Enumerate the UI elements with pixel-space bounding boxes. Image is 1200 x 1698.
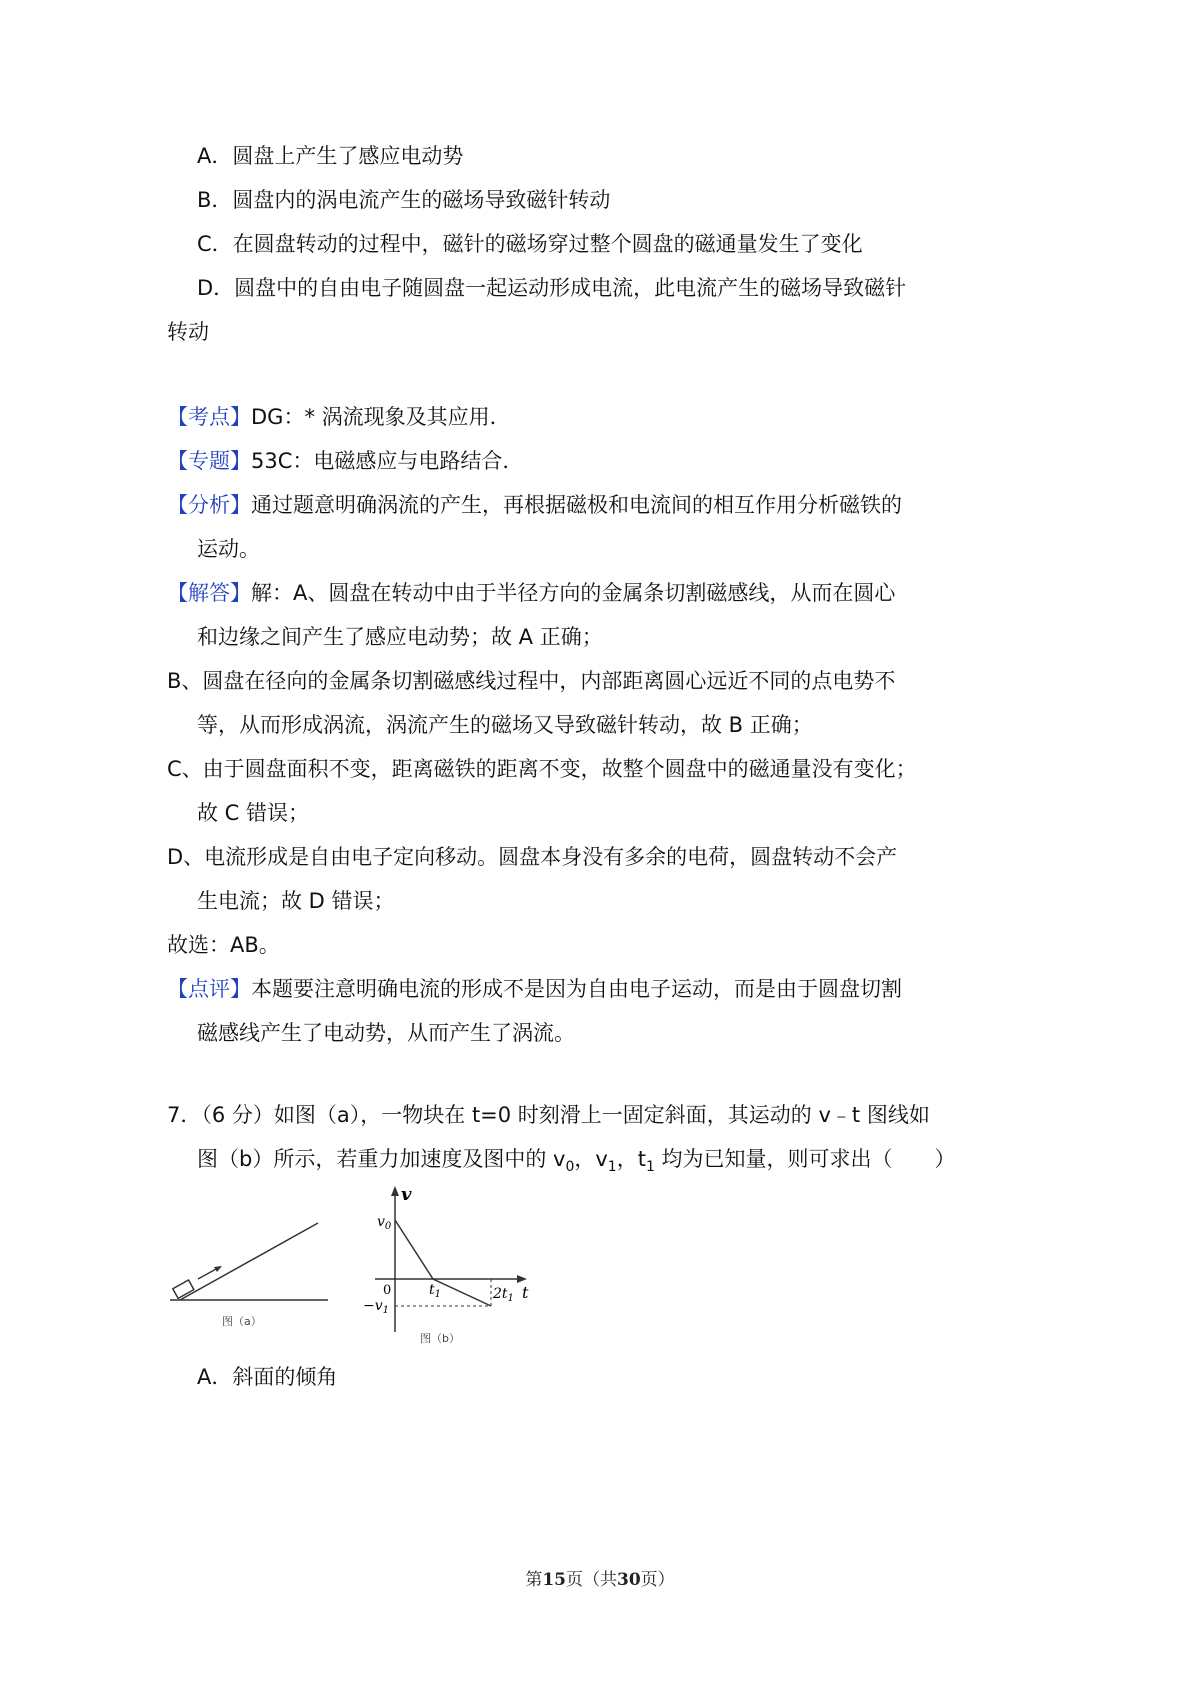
total-pages: 30 xyxy=(617,1570,641,1590)
q7-line2 xyxy=(197,1144,956,1182)
dianping-line2: 磁感线产生了电动势，从而产生了涡流。 xyxy=(197,1021,575,1045)
footer-mid: 页（共 xyxy=(566,1570,617,1590)
two-t1-label: $2t_1$ xyxy=(493,1286,514,1304)
option-b: B．圆盘内的涡电流产生的磁场导致磁针转动 xyxy=(197,188,611,212)
q7-sub-v1: 1 xyxy=(607,1159,617,1176)
jieda-line1 xyxy=(167,578,895,608)
dianping-text: 本题要注意明确电流的形成不是因为自由电子运动，而是由于圆盘切割 xyxy=(251,977,902,1001)
option-c: C．在圆盘转动的过程中，磁针的磁场穿过整个圆盘的磁通量发生了变化 xyxy=(197,232,863,256)
jieda-c-line2: 故 C 错误； xyxy=(197,801,310,825)
page-footer xyxy=(0,1565,1200,1590)
t1-label: $t_1$ xyxy=(429,1282,442,1300)
q7-text-pre: 图（b）所示，若重力加速度及图中的 v xyxy=(197,1147,566,1171)
jieda-b-line2: 等，从而形成涡流，涡流产生的磁场又导致磁针转动，故 B 正确； xyxy=(197,713,813,737)
neg-v1-label: $-v_1$ xyxy=(363,1298,390,1316)
axis-t-label: t xyxy=(522,1283,529,1302)
figure-b-label: 图（b） xyxy=(420,1332,460,1345)
fenxi-line2: 运动。 xyxy=(197,537,260,561)
jieda-d-line1: D、电流形成是自由电子定向移动。圆盘本身没有多余的电荷，圆盘转动不会产 xyxy=(167,845,898,869)
kaodian-text: DG：* 涡流现象及其应用． xyxy=(251,405,511,429)
axis-v-label: v xyxy=(401,1184,412,1205)
figure-b-vt-graph xyxy=(355,1180,540,1340)
origin-label: 0 xyxy=(383,1283,392,1298)
jieda-b-line1: B、圆盘在径向的金属条切割磁感线过程中，内部距离圆心远近不同的点电势不 xyxy=(167,669,896,693)
q7-text-post: 均为已知量，则可求出（ ） xyxy=(654,1147,956,1171)
option-d-line2: 转动 xyxy=(167,320,209,344)
q7-option-a: A．斜面的倾角 xyxy=(197,1365,338,1389)
jieda-c-line1: C、由于圆盘面积不变，距离磁铁的距离不变，故整个圆盘中的磁通量没有变化； xyxy=(167,757,917,781)
dianping-tag: 【点评】 xyxy=(167,977,251,1001)
jieda-text: 解：A、圆盘在转动中由于半径方向的金属条切割磁感线，从而在圆心 xyxy=(251,581,896,605)
fenxi-tag: 【分析】 xyxy=(167,493,251,517)
v0-label: $v_0$ xyxy=(377,1214,392,1232)
q7-sub-t1: 1 xyxy=(645,1159,655,1176)
zhuanti-tag: 【专题】 xyxy=(167,449,251,473)
page-number: 15 xyxy=(542,1570,566,1590)
footer-post: 页） xyxy=(640,1570,675,1590)
footer-pre: 第 xyxy=(525,1570,543,1590)
q7-text-mid1: ，v xyxy=(574,1147,608,1171)
fenxi-text: 通过题意明确涡流的产生，再根据磁极和电流间的相互作用分析磁铁的 xyxy=(251,493,902,517)
option-d-line1: D．圆盘中的自由电子随圆盘一起运动形成电流，此电流产生的磁场导致磁针 xyxy=(197,276,907,300)
dianping-line1 xyxy=(167,974,902,1004)
q7-sub-v0: 0 xyxy=(565,1159,575,1176)
kaodian-line xyxy=(167,402,511,432)
option-a: A．圆盘上产生了感应电动势 xyxy=(197,144,464,168)
jieda-line2: 和边缘之间产生了感应电动势；故 A 正确； xyxy=(197,625,603,649)
q7-line1: 7．（6 分）如图（a），一物块在 t=0 时刻滑上一固定斜面，其运动的 v﹣t 图线如 xyxy=(167,1103,930,1127)
jieda-d-line2: 生电流；故 D 错误； xyxy=(197,889,395,913)
kaodian-tag: 【考点】 xyxy=(167,405,251,429)
q7-text-mid2: ，t xyxy=(616,1147,646,1171)
fenxi-line1 xyxy=(167,490,902,520)
zhuanti-text: 53C：电磁感应与电路结合． xyxy=(251,449,524,473)
zhuanti-line xyxy=(167,446,523,476)
figure-a-label: 图（a） xyxy=(222,1315,262,1328)
answer-line: 故选：AB。 xyxy=(167,933,280,957)
jieda-tag: 【解答】 xyxy=(167,581,251,605)
